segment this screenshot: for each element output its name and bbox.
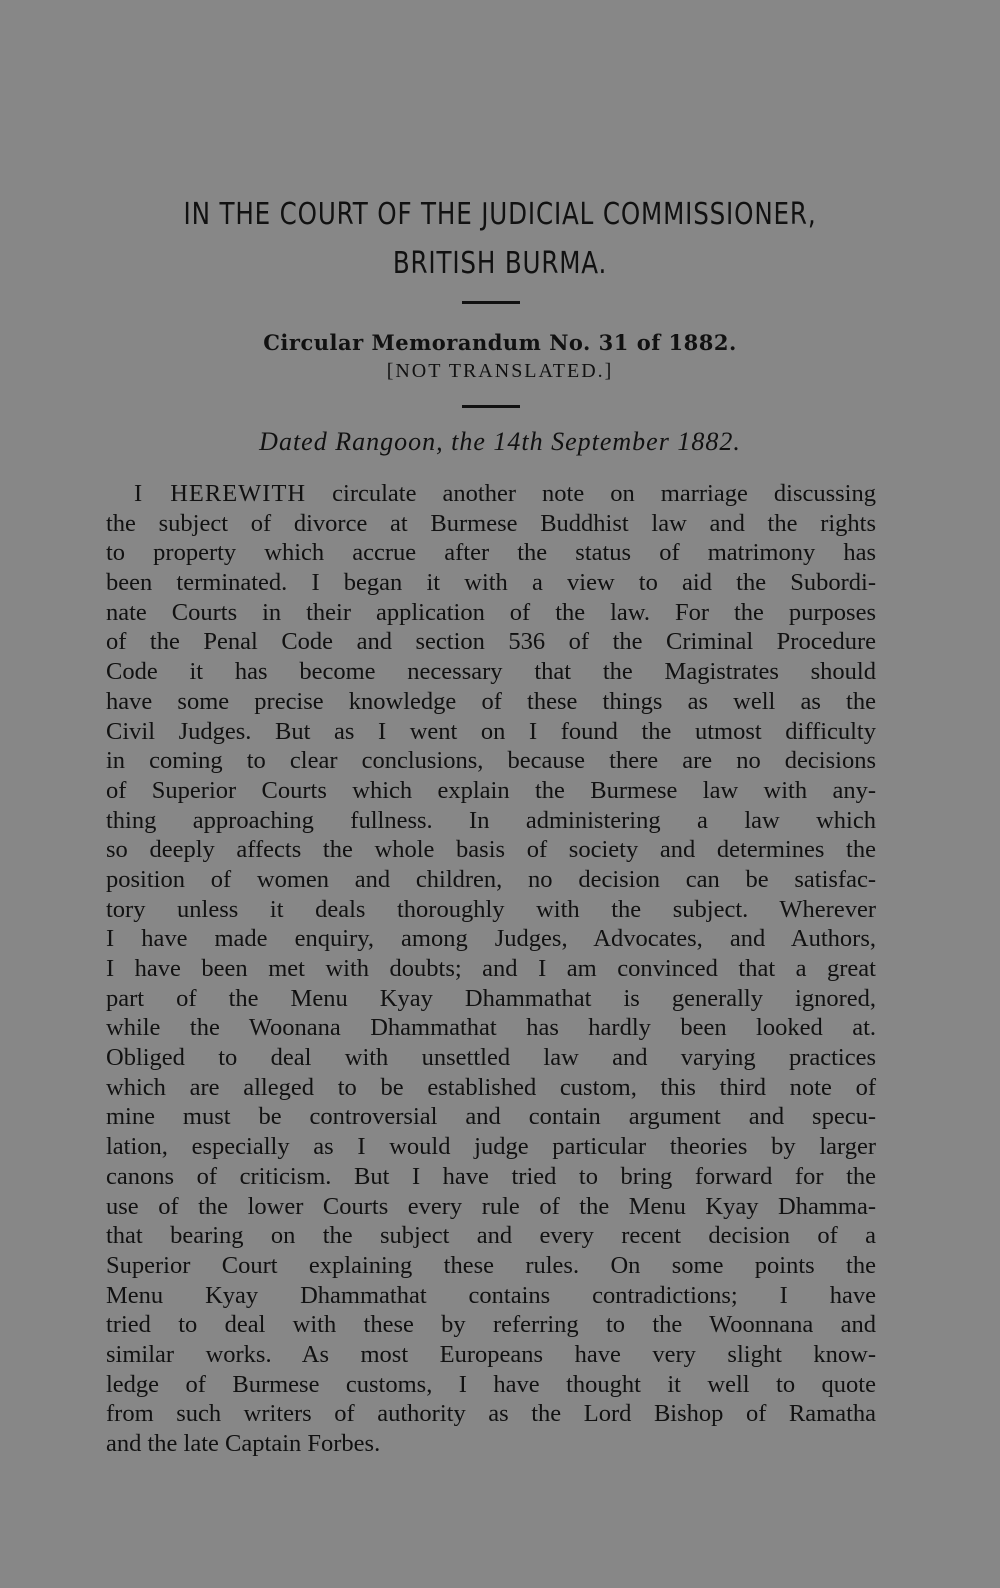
body-line xyxy=(106,479,876,509)
opening-word: I HEREWITH xyxy=(134,480,307,507)
body-line: Menu Kyay Dhammathat contains contradictions; I have xyxy=(106,1281,876,1309)
dateline: Dated Rangoon, the 14th September 1882. xyxy=(259,427,741,456)
body-line: which are alleged to be established custom, this third note of xyxy=(106,1073,876,1101)
body-line: tried to deal with these by referring to the Woonnana and xyxy=(106,1311,876,1339)
body-line: so deeply affects the whole basis of society and determines the xyxy=(106,836,876,864)
divider-rule-bottom xyxy=(462,405,520,408)
body-line: I have made enquiry, among Judges, Advocates, and Authors, xyxy=(106,925,876,953)
translation-note: [NOT TRANSLATED.] xyxy=(386,360,614,382)
court-heading: IN THE COURT OF THE JUDICIAL COMMISSIONER, xyxy=(183,197,817,232)
body-line: that bearing on the subject and every recent decision of a xyxy=(106,1222,876,1250)
body-line: thing approaching fullness. In administering a law which xyxy=(106,806,876,834)
body-line: of Superior Courts which explain the Burmese law with any- xyxy=(106,776,876,804)
body-line: have some precise knowledge of these things as well as the xyxy=(106,687,876,715)
body-line: of the Penal Code and section 536 of the Criminal Procedure xyxy=(106,628,876,656)
body-line: Civil Judges. But as I went on I found the utmost difficulty xyxy=(106,717,876,745)
body-line: nate Courts in their application of the law. For the purposes xyxy=(106,598,876,626)
body-line: I have been met with doubts; and I am convinced that a great xyxy=(106,955,876,982)
body-line: lation, especially as I would judge particular theories by larger xyxy=(106,1133,876,1161)
body-line: similar works. As most Europeans have very slight know- xyxy=(106,1340,876,1368)
province-heading: BRITISH BURMA. xyxy=(392,246,608,281)
body-line: from such writers of authority as the Lord Bishop of Ramatha xyxy=(106,1400,876,1428)
body-line: position of women and children, no decision can be satisfac- xyxy=(106,865,876,893)
body-line: Superior Court explaining these rules. On some points the xyxy=(106,1251,876,1279)
body-line: Obliged to deal with unsettled law and varying practices xyxy=(106,1044,876,1072)
body-line: in coming to clear conclusions, because there are no decisions xyxy=(106,747,876,775)
body-line: and the late Captain Forbes. xyxy=(106,1430,381,1457)
memorandum-body xyxy=(106,479,876,1459)
body-line: been terminated. I began it with a view to aid the Subordi- xyxy=(106,569,876,597)
body-line: tory unless it deals thoroughly with the subject. Wherever xyxy=(106,895,876,923)
body-line: canons of criticism. But I have tried to bring forward for the xyxy=(106,1162,876,1190)
body-line: Code it has become necessary that the Magistrates should xyxy=(106,658,876,686)
body-line: ledge of Burmese customs, I have thought it well to quote xyxy=(106,1370,876,1398)
body-line: the subject of divorce at Burmese Buddhist law and the rights xyxy=(106,509,876,537)
body-line: part of the Menu Kyay Dhammathat is generally ignored, xyxy=(106,984,876,1012)
body-line-text: circulate another note on marriage discussing xyxy=(306,480,876,507)
body-line: to property which accrue after the status of matrimony has xyxy=(106,539,876,567)
body-line: while the Woonana Dhammathat has hardly been looked at. xyxy=(106,1014,876,1042)
divider-rule-top xyxy=(462,301,520,304)
body-line: mine must be controversial and contain argument and specu- xyxy=(106,1103,876,1131)
body-line: use of the lower Courts every rule of the Menu Kyay Dhamma- xyxy=(106,1192,876,1220)
memorandum-title: Circular Memorandum No. 31 of 1882. xyxy=(263,330,737,355)
